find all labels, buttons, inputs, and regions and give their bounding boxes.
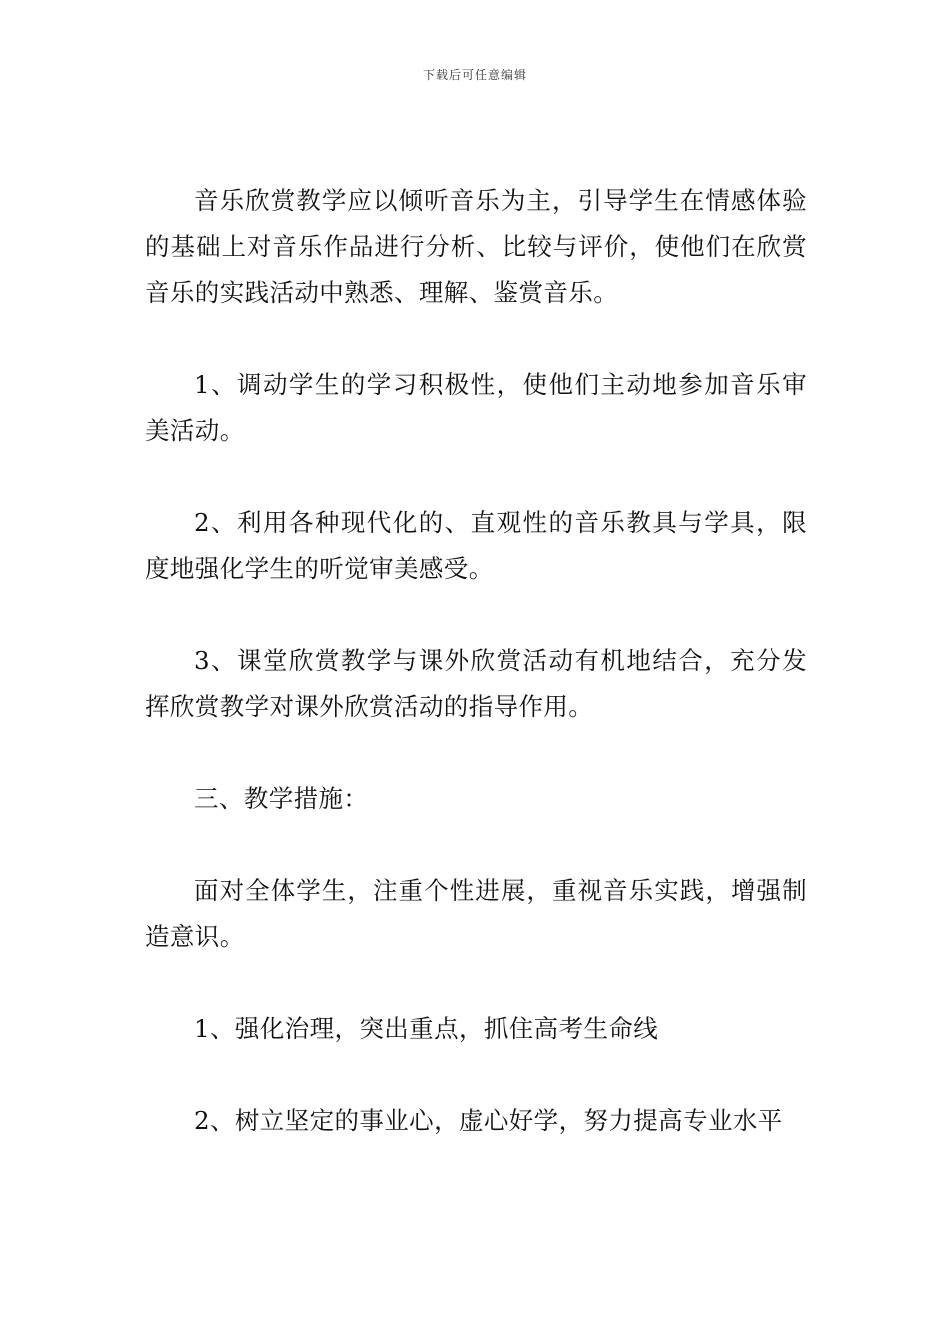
section-heading-teaching-measures: 三、教学措施：	[194, 784, 369, 813]
paragraph-measure-2: 2、树立坚定的事业心，虚心好学，努力提高专业水平	[194, 1106, 783, 1135]
paragraph-measure-1: 1、强化治理，突出重点，抓住高考生命线	[194, 1014, 659, 1043]
paragraph-measures-intro: 面对全体学生，注重个性进展，重视音乐实践，增强制造意识。	[145, 876, 807, 951]
paragraph-point-3: 3、课堂欣赏教学与课外欣赏活动有机地结合，充分发挥欣赏教学对课外欣赏活动的指导作用。	[145, 646, 807, 721]
document-body	[145, 178, 807, 1144]
paragraph-music-appreciation: 音乐欣赏教学应以倾听音乐为主，引导学生在情感体验的基础上对音乐作品进行分析、比较与评价，使他们在欣赏音乐的实践活动中熟悉、理解、鉴赏音乐。	[145, 186, 807, 307]
paragraph-point-1: 1、调动学生的学习积极性，使他们主动地参加音乐审美活动。	[145, 370, 807, 445]
page-header: 下载后可任意编辑	[422, 68, 527, 82]
paragraph-point-2: 2、利用各种现代化的、直观性的音乐教具与学具，限度地强化学生的听觉审美感受。	[145, 508, 807, 583]
